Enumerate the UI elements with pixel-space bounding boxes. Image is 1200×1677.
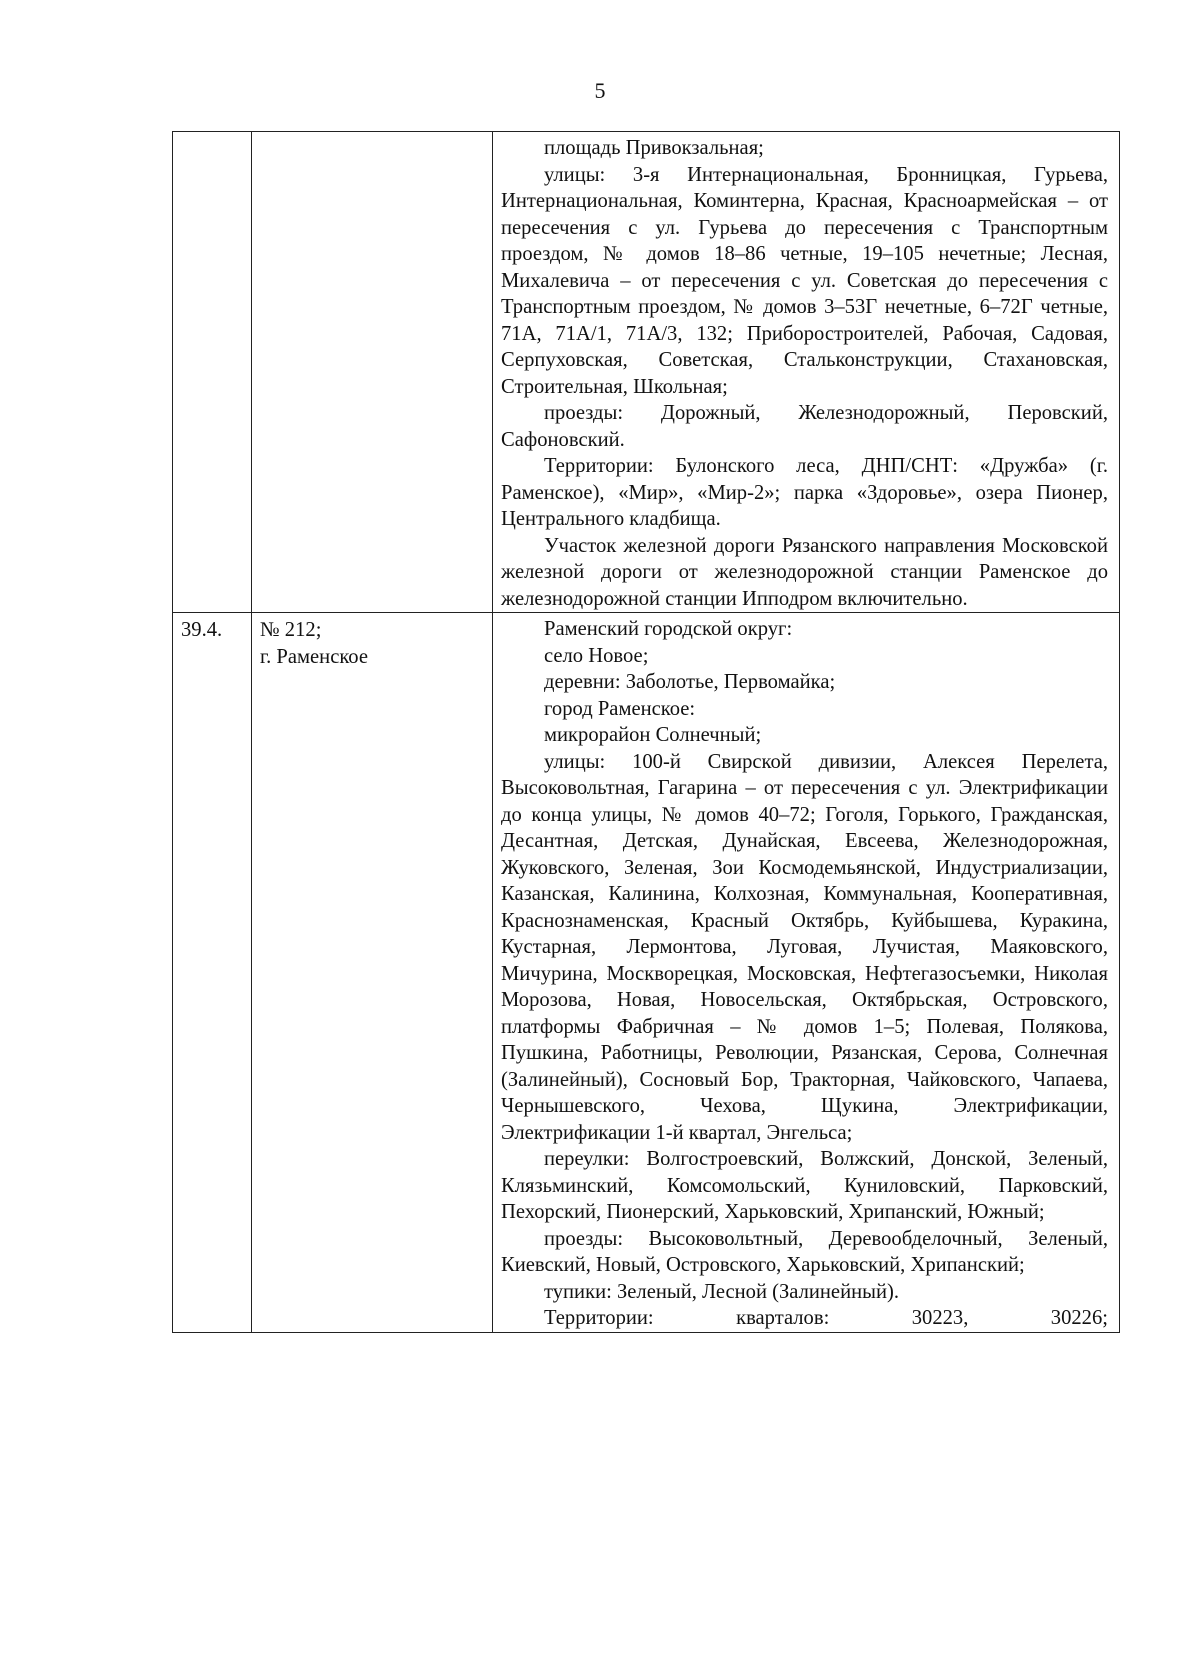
- territory-paragraph: микрорайон Солнечный;: [544, 724, 762, 746]
- territory-paragraph: Участок железной дороги Рязанского направления Московской железной дороги от железнодорожной станции Раменское до железнодорожной станции Ипподром включительно.: [501, 534, 1108, 610]
- territory-paragraph: проезды: Дорожный, Железнодорожный, Перовский, Сафоновский.: [501, 402, 1108, 451]
- territory-paragraph: город Раменское:: [544, 697, 696, 720]
- district-cell: [252, 613, 493, 1333]
- district-number: № 212;: [260, 619, 322, 641]
- territory-paragraph: село Новое;: [544, 644, 649, 667]
- territory-paragraph: Раменский городской округ:: [544, 618, 793, 640]
- table-row: [173, 613, 1120, 1333]
- table-row: [173, 132, 1120, 613]
- territory-paragraph: площадь Привокзальная;: [544, 137, 764, 159]
- territory-paragraph: улицы: 100-й Свирской дивизии, Алексея Перелета, Высоковольтная, Гагарина – от пересечения с ул. Электрификации до конца улицы, № домов 40–72; Гоголя, Горького, Гражданская, Десантная, Детская, Дунайская, Евсеева, Железнодорожная, Жуковского, Зеленая, Зои Космодемьянской, Индустриализации, Казанская, Калинина, Колхозная, Коммунальная, Кооперативная, Краснознаменская, Красный Октябрь, Куйбышева, Куракина, Кустарная, Лермонтова, Луговая, Лучистая, Маяковского, Мичурина, Москворецкая, Московская, Нефтегазосъемки, Николая Морозова, Новая, Новосельская, Октябрьская, Островского, платформы Фабричная – № домов 1–5; Полевая, Полякова, Пушкина, Работницы, Революции, Рязанская, Серова, Солнечная (Залинейный), Сосновый Бор, Тракторная, Чайковского, Чапаева, Чернышевского, Чехова, Щукина, Электрификации, Электрификации 1-й квартал, Энгельса;: [501, 750, 1108, 1144]
- page-number: 5: [594, 78, 606, 103]
- row-number-cell: 39.4.: [173, 613, 252, 1333]
- territory-paragraph: Территории: кварталов: 30223, 30226;: [544, 1307, 1108, 1329]
- territory-cell: [493, 132, 1120, 613]
- district-cell: [252, 132, 493, 613]
- territory-paragraph: тупики: Зеленый, Лесной (Залинейный).: [544, 1280, 899, 1303]
- territory-paragraph: деревни: Заболотье, Первомайка;: [544, 671, 836, 693]
- territory-paragraph: переулки: Волгостроевский, Волжский, Донской, Зеленый, Клязьминский, Комсомольский, Куниловский, Парковский, Пехорский, Пионерский, Харьковский, Хрипанский, Южный;: [501, 1148, 1108, 1223]
- row-number-cell: [173, 132, 252, 613]
- district-table: [172, 131, 1120, 1333]
- territory-cell: [493, 613, 1120, 1333]
- territory-paragraph: Территории: Булонского леса, ДНП/СНТ: «Дружба» (г. Раменское), «Мир», «Мир-2»; парка «Здоровье», озера Пионер, Центрального кладбища.: [501, 455, 1108, 530]
- district-city: г. Раменское: [260, 645, 368, 668]
- territory-paragraph: проезды: Высоковольтный, Деревообделочный, Зеленый, Киевский, Новый, Островского, Харьковский, Хрипанский;: [501, 1227, 1108, 1276]
- territory-paragraph: улицы: 3-я Интернациональная, Бронницкая, Гурьева, Интернациональная, Коминтерна, Красная, Красноармейская – от пересечения с ул. Гурьева до пересечения с Транспортным проездом, № домов 18–86 четные, 19–105 нечетные; Лесная, Михалевича – от пересечения с ул. Советская до пересечения с Транспортным проездом, № домов 3–53Г нечетные, 6–72Г четные, 71А, 71А/1, 71А/3, 132; Приборостроителей, Рабочая, Садовая, Серпуховская, Советская, Стальконструкции, Стахановская, Строительная, Школьная;: [501, 163, 1108, 398]
